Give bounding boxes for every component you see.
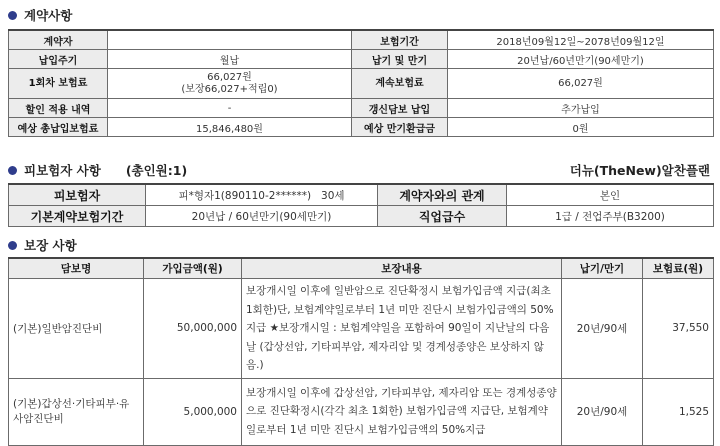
table-row [9,99,714,118]
label-payment-term: 납기 및 만기 [352,50,448,69]
value-continuing-premium: 66,027원 [448,69,714,99]
bullet-icon [8,241,17,250]
value-insurance-period: 2018년09월12일~2078년09월12일 [448,30,714,50]
coverage-amount: 50,000,000 [144,279,242,379]
label-continuing-premium: 계속보험료 [352,69,448,99]
value-first-premium [108,69,352,99]
table-row [9,378,714,445]
first-premium-amount: 66,027원 [207,71,252,83]
label-contractor: 계약자 [9,30,108,50]
coverage-premium: 1,525 [643,378,714,445]
value-payment-term: 20년납/60년만기(90세만기) [448,50,714,69]
label-payment-cycle: 납입주기 [9,50,108,69]
value-total-premium: 15,846,480원 [108,118,352,137]
value-relationship: 본인 [507,184,714,206]
table-row [9,69,714,99]
label-job-grade: 직업급수 [378,206,507,227]
coverage-table [8,257,714,446]
first-premium-detail: (보장66,027+적립0) [181,83,278,95]
coverage-name: (기본)갑상선·기타피부·유사암진단비 [9,378,144,445]
contract-section-title [8,6,72,24]
coverage-premium: 37,550 [643,279,714,379]
value-maturity-refund: 0원 [448,118,714,137]
coverage-title: 보장 사항 [24,238,77,253]
label-maturity-refund: 예상 만기환급금 [352,118,448,137]
table-row [9,50,714,69]
coverage-content: 보장개시일 이후에 일반암으로 진단확정시 보험가입금액 지급(최초 1회한)단, 보험계약일로부터 1년 미만 진단시 보험가입금액의 50%지급 ★보장개시일 : 보험계약일을 포함하여 90일이 지난날의 다음날 (갑상선암, 기타피부암, 제자리암 및 경계성종양은 보상하지 않음.) [242,279,562,379]
insured-table [8,183,714,227]
label-insured: 피보험자 [9,184,146,206]
table-header-row [9,258,714,279]
table-row [9,30,714,50]
label-discount: 할인 적용 내역 [9,99,108,118]
table-row [9,206,714,227]
value-discount: - [108,99,352,118]
insured-section-title [8,161,187,179]
label-first-premium: 1회차 보험료 [9,69,108,99]
contract-title: 계약사항 [24,8,73,23]
bullet-icon [8,11,17,20]
contract-table [8,29,714,137]
header-coverage-name: 담보명 [9,258,144,279]
value-job-grade: 1급 / 전업주부(B3200) [507,206,714,227]
table-row [9,184,714,206]
header-content: 보장내용 [242,258,562,279]
header-amount: 가입금액(원) [144,258,242,279]
value-base-period: 20년납 / 60년만기(90세만기) [146,206,378,227]
insured-title: 피보험자 사항 [24,163,101,178]
header-term: 납기/만기 [562,258,643,279]
value-payment-cycle: 월납 [108,50,352,69]
coverage-content: 보장개시일 이후에 갑상선암, 기타피부암, 제자리암 또는 경계성종양으로 진단확정시(각각 최초 1회한) 보험가입금액 지급단, 보험계약일로부터 1년 미만 진단시 보험가입금액의 50%지급 [242,378,562,445]
value-insured: 피*형자1(890110-2******) 30세 [146,184,378,206]
coverage-amount: 5,000,000 [144,378,242,445]
insured-count: (총인원:1) [125,163,188,178]
coverage-section-title [8,236,77,254]
header-premium: 보험료(원) [643,258,714,279]
bullet-icon [8,166,17,175]
label-relationship: 계약자와의 관계 [378,184,507,206]
label-base-period: 기본계약보험기간 [9,206,146,227]
value-renewal-payment: 추가납입 [448,99,714,118]
label-insurance-period: 보험기간 [352,30,448,50]
table-row [9,118,714,137]
label-total-premium: 예상 총납입보험료 [9,118,108,137]
label-renewal-payment: 갱신담보 납입 [352,99,448,118]
coverage-term: 20년/90세 [562,378,643,445]
coverage-name: (기본)일반암진단비 [9,279,144,379]
product-name: 더뉴(TheNew)알찬플랜 [569,163,710,178]
table-row [9,279,714,379]
coverage-term: 20년/90세 [562,279,643,379]
value-contractor [108,30,352,50]
